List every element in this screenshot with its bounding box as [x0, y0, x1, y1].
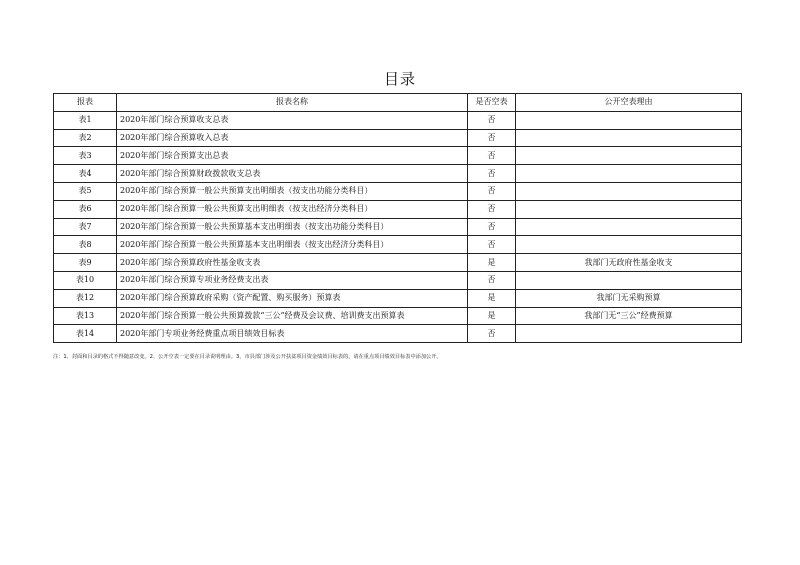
header-report: 报表 [54, 94, 117, 112]
cell-report-name: 2020年部门专项业务经费重点项目绩效目标表 [117, 325, 468, 343]
table-row [54, 325, 742, 343]
cell-report-name: 2020年部门综合预算收入总表 [117, 129, 468, 147]
cell-is-empty: 是 [468, 289, 516, 307]
cell-report-id: 表14 [54, 325, 117, 343]
cell-report-name: 2020年部门综合预算一般公共预算支出明细表（按支出功能分类科目） [117, 182, 468, 200]
cell-reason [516, 147, 742, 165]
cell-reason [516, 200, 742, 218]
cell-is-empty: 是 [468, 307, 516, 325]
table-row [54, 165, 742, 183]
footnote: 注：1、封面和目录的格式不得随意改变。2、公开空表一定要在目录说明理由。3、市县部门涉及公开扶贫项目资金绩效目标表的，请在重点项目绩效目标表中添加公开。 [53, 354, 442, 360]
cell-is-empty: 否 [468, 165, 516, 183]
cell-report-id: 表7 [54, 218, 117, 236]
table-row [54, 218, 742, 236]
cell-is-empty: 否 [468, 111, 516, 129]
cell-is-empty: 否 [468, 182, 516, 200]
cell-report-id: 表1 [54, 111, 117, 129]
cell-report-id: 表13 [54, 307, 117, 325]
cell-reason [516, 165, 742, 183]
catalog-table [53, 93, 742, 343]
cell-is-empty: 否 [468, 236, 516, 254]
cell-reason [516, 271, 742, 289]
cell-is-empty: 否 [468, 129, 516, 147]
cell-report-id: 表12 [54, 289, 117, 307]
cell-report-name: 2020年部门综合预算政府性基金收支表 [117, 254, 468, 272]
cell-reason [516, 218, 742, 236]
table-row [54, 129, 742, 147]
cell-report-name: 2020年部门综合预算财政拨款收支总表 [117, 165, 468, 183]
cell-report-name: 2020年部门综合预算专项业务经费支出表 [117, 271, 468, 289]
cell-report-name: 2020年部门综合预算一般公共预算基本支出明细表（按支出功能分类科目） [117, 218, 468, 236]
cell-report-name: 2020年部门综合预算一般公共预算支出明细表（按支出经济分类科目） [117, 200, 468, 218]
cell-reason: 我部门无采购预算 [516, 289, 742, 307]
cell-report-name: 2020年部门综合预算一般公共预算拨款“三公”经费及会议费、培训费支出预算表 [117, 307, 468, 325]
cell-is-empty: 是 [468, 254, 516, 272]
header-reason: 公开空表理由 [516, 94, 742, 112]
cell-reason: 我部门无政府性基金收支 [516, 254, 742, 272]
cell-is-empty: 否 [468, 271, 516, 289]
cell-reason [516, 111, 742, 129]
cell-report-id: 表4 [54, 165, 117, 183]
cell-is-empty: 否 [468, 147, 516, 165]
table-row [54, 307, 742, 325]
table-row [54, 271, 742, 289]
cell-reason [516, 129, 742, 147]
cell-report-name: 2020年部门综合预算一般公共预算基本支出明细表（按支出经济分类科目） [117, 236, 468, 254]
cell-reason [516, 325, 742, 343]
cell-report-id: 表5 [54, 182, 117, 200]
cell-report-name: 2020年部门综合预算政府采购（资产配置、购买服务）预算表 [117, 289, 468, 307]
table-row [54, 147, 742, 165]
table-header-row [54, 94, 742, 112]
table-row [54, 289, 742, 307]
table-row [54, 200, 742, 218]
cell-report-id: 表6 [54, 200, 117, 218]
document-title: 目录 [383, 70, 416, 88]
cell-report-id: 表9 [54, 254, 117, 272]
cell-report-name: 2020年部门综合预算收支总表 [117, 111, 468, 129]
table-row [54, 111, 742, 129]
cell-is-empty: 否 [468, 200, 516, 218]
header-report-name: 报表名称 [117, 94, 468, 112]
cell-report-id: 表3 [54, 147, 117, 165]
table-row [54, 254, 742, 272]
cell-report-id: 表10 [54, 271, 117, 289]
table-row [54, 236, 742, 254]
header-is-empty: 是否空表 [468, 94, 516, 112]
cell-is-empty: 否 [468, 218, 516, 236]
cell-report-id: 表8 [54, 236, 117, 254]
table-row [54, 182, 742, 200]
cell-report-id: 表2 [54, 129, 117, 147]
cell-reason: 我部门无“三公”经费预算 [516, 307, 742, 325]
cell-report-name: 2020年部门综合预算支出总表 [117, 147, 468, 165]
cell-reason [516, 182, 742, 200]
cell-reason [516, 236, 742, 254]
cell-is-empty: 否 [468, 325, 516, 343]
